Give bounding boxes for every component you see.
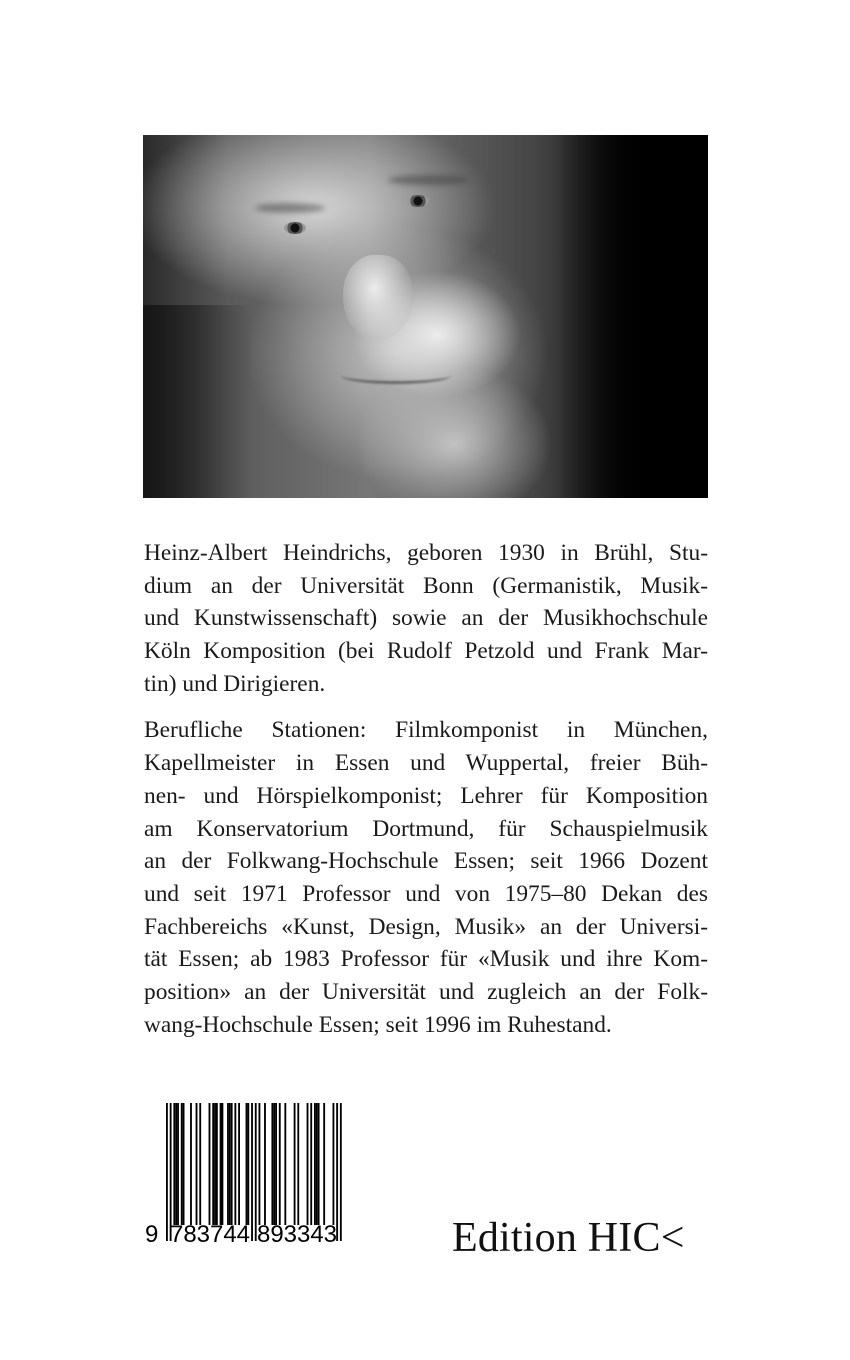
biography-paragraph-education	[144, 537, 708, 700]
barcode-left-digits: 783744	[170, 1222, 250, 1248]
author-biography	[144, 537, 708, 1055]
barcode-first-digit: 9	[145, 1222, 159, 1248]
bio-line: am Konservatorium Dortmund, für Schauspielmusik	[144, 815, 708, 842]
photo-shadow-left	[143, 305, 253, 498]
portrait-right-brow	[388, 175, 468, 185]
bio-line: tin) und Dirigieren.	[144, 670, 326, 697]
portrait-mouth	[341, 367, 451, 384]
photo-shadow-right	[558, 135, 708, 498]
bio-line: Fachbereichs «Kunst, Design, Musik» an der Universi-	[144, 913, 708, 940]
bio-line: wang-Hochschule Essen; seit 1996 im Ruhestand.	[144, 1011, 612, 1038]
barcode-right-digits: 893343	[257, 1222, 337, 1248]
bio-line: nen- und Hörspielkomponist; Lehrer für Komposition	[144, 782, 708, 809]
biography-paragraph-career	[144, 714, 708, 1041]
barcode-digits	[144, 1222, 344, 1248]
bio-line: Köln Komposition (bei Rudolf Petzold und Frank Mar-	[144, 638, 708, 665]
author-portrait-photo	[143, 135, 708, 498]
bio-line: dium an der Universität Bonn (Germanistik, Musik-	[144, 572, 708, 599]
portrait-left-eye	[284, 222, 306, 234]
bio-line: an der Folkwang-Hochschule Essen; seit 1966 Dozent	[144, 848, 708, 875]
publisher-imprint: Edition HIC<	[452, 1215, 685, 1261]
bio-line: und seit 1971 Professor und von 1975–80 Dekan des	[144, 880, 708, 907]
bio-line: Heinz-Albert Heindrichs, geboren 1930 in Brühl, Stu-	[144, 540, 708, 566]
portrait-nose	[343, 255, 413, 340]
bio-line: und Kunstwissenschaft) sowie an der Musikhochschule	[144, 605, 708, 632]
bio-line: position» an der Universität und zugleich an der Folk-	[144, 978, 708, 1005]
portrait-right-eye	[407, 195, 429, 207]
bio-line: Berufliche Stationen: Filmkomponist in München,	[144, 717, 708, 744]
portrait-left-brow	[255, 203, 325, 213]
bio-line: tät Essen; ab 1983 Professor für «Musik und ihre Kom-	[144, 946, 708, 973]
bio-line: Kapellmeister in Essen und Wuppertal, freier Büh-	[144, 750, 708, 777]
